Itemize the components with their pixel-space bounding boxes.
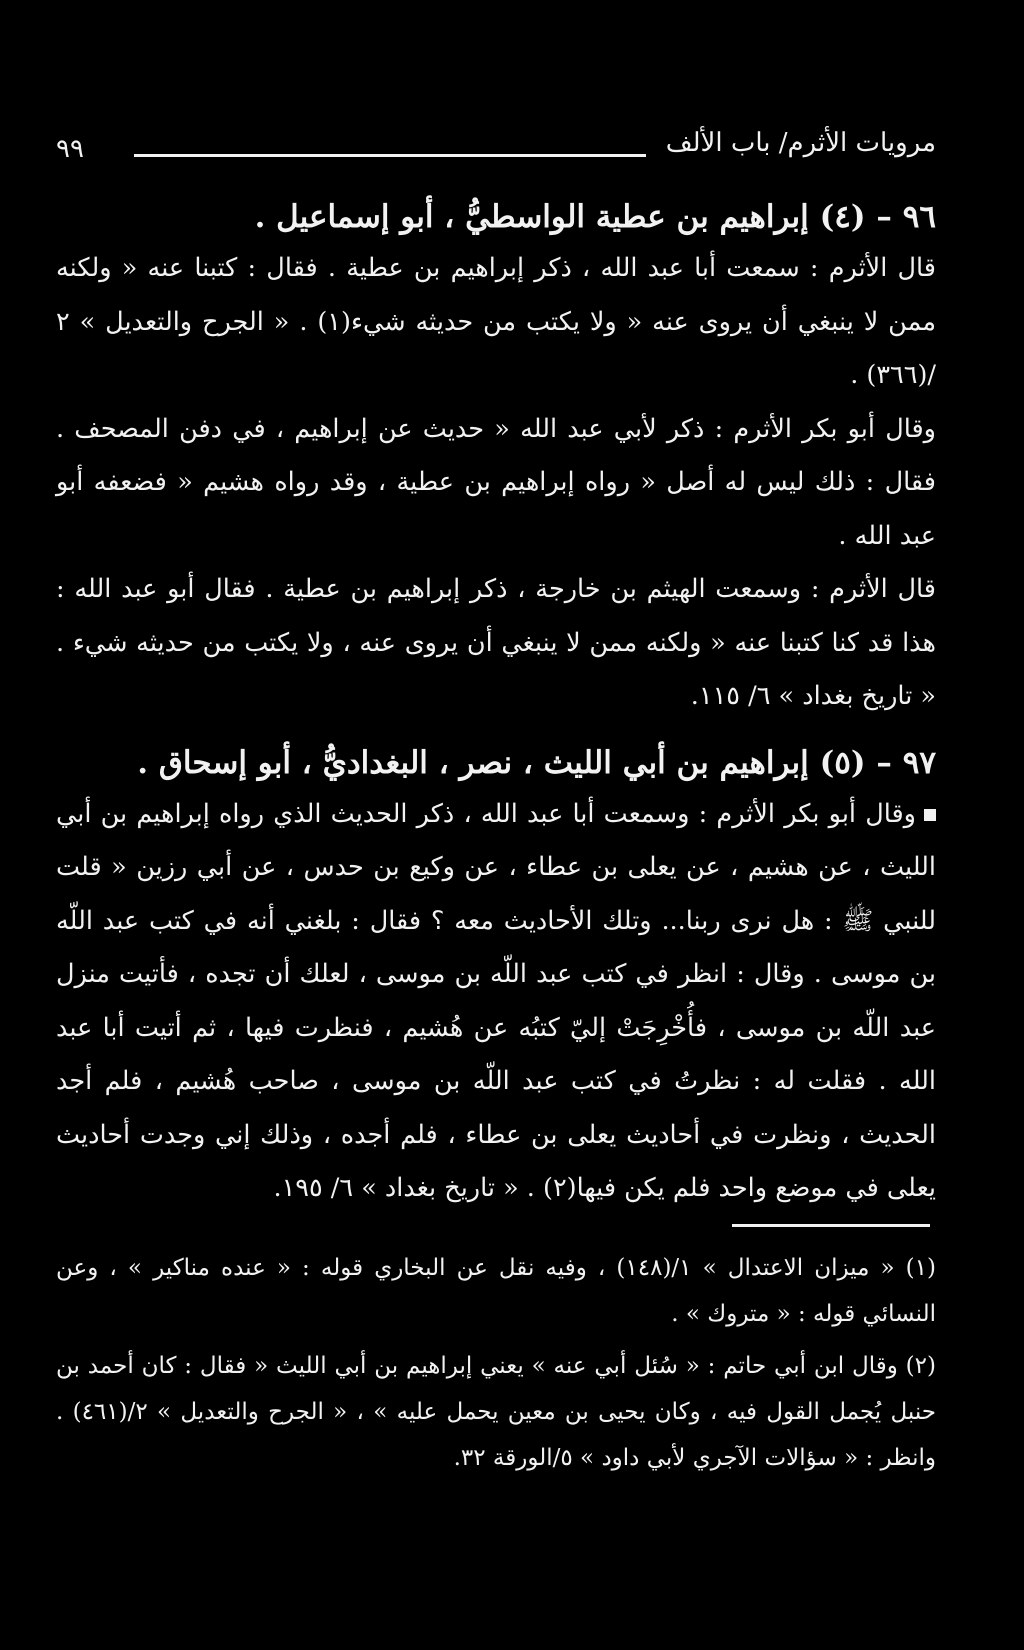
- entry-heading-97: ٩٧ – (٥) إبراهيم بن أبي الليث ، نصر ، البغداديُّ ، أبو إسحاق .: [137, 744, 936, 781]
- footnote-2: (٢) وقال ابن أبي حاتم : « سُئل أبي عنه » يعني إبراهيم بن أبي الليث « فقال : كان أحمد بن حنبل يُجمل القول فيه ، وكان يحيى بن معين يحمل عليه » ، « الجرح والتعديل » ٢/(٤٦١) . وانظر : « سؤالات الآجري لأبي داود » ٥/الورقة ٣٢.: [56, 1353, 936, 1471]
- entry-96-paragraph-1: قال الأثرم : سمعت أبا عبد الله ، ذكر إبراهيم بن عطية . فقال : كتبنا عنه « ولكنه ممن لا ينبغي أن يروى عنه « ولا يكتب من حديثه شيء(١) . « الجرح والتعديل » ٢ /(٣٦٦) .: [56, 253, 936, 390]
- main-text: [56, 192, 936, 1216]
- entry-97-paragraph-text: وقال أبو بكر الأثرم : وسمعت أبا عبد الله ، ذكر الحديث الذي رواه إبراهيم بن أبي الليث ، عن هشيم ، عن يعلى بن عطاء ، عن وكيع بن حدس ، عن أبي رزين « قلت للنبي ﷺ : هل نرى ربنا... وتلك الأحاديث معه ؟ فقال : بلغني أنه في كتب عبد اللّه بن موسى . وقال : انظر في كتب عبد اللّه بن موسى ، لعلك أن تجده ، فأتيت منزل عبد اللّه بن موسى ، فأُخْرِجَتْ إليّ كتبُه عن هُشيم ، فنظرت فيها ، ثم أتيت أبا عبد الله . فقلت له : نظرتُ في كتب عبد اللّه بن موسى ، صاحب هُشيم ، فلم أجد الحديث ، ونظرت في أحاديث يعلى بن عطاء ، فلم أجده ، وذلك إني وجدت أحاديث يعلى في موضع واحد فلم يكن فيها(٢) . « تاريخ بغداد » ٦/ ١٩٥.: [56, 798, 936, 1203]
- section-gap: [56, 724, 936, 738]
- page-number: ٩٩: [56, 134, 84, 164]
- footnotes: [56, 1245, 936, 1481]
- page-header: [56, 128, 936, 168]
- footnote-1: (١) « ميزان الاعتدال » ١/(١٤٨) ، وفيه نقل عن البخاري قوله : « عنده مناكير » ، وعن النسائي قوله : « متروك » .: [56, 1255, 936, 1327]
- entry-96-paragraph-3: قال الأثرم : وسمعت الهيثم بن خارجة ، ذكر إبراهيم بن عطية . فقال أبو عبد الله : هذا قد كنا كتبنا عنه « ولكنه ممن لا ينبغي أن يروى عنه ، ولا يكتب من حديثه شيء . « تاريخ بغداد » ٦/ ١١٥.: [56, 574, 936, 711]
- header-rule: [134, 154, 646, 157]
- running-title: مرويات الأثرم/ باب الألف: [665, 128, 936, 158]
- entry-97-paragraph-1: [56, 788, 936, 1216]
- entry-heading-96: ٩٦ – (٤) إبراهيم بن عطية الواسطيُّ ، أبو إسماعيل .: [254, 199, 936, 235]
- footnote-separator: [732, 1224, 930, 1227]
- entry-96-paragraph-2: وقال أبو بكر الأثرم : ذكر لأبي عبد الله « حديث عن إبراهيم ، في دفن المصحف . فقال : ذلك ليس له أصل « رواه إبراهيم بن عطية ، وقد رواه هشيم « فضعفه أبو عبد الله .: [56, 413, 936, 551]
- square-bullet-icon: [924, 809, 936, 821]
